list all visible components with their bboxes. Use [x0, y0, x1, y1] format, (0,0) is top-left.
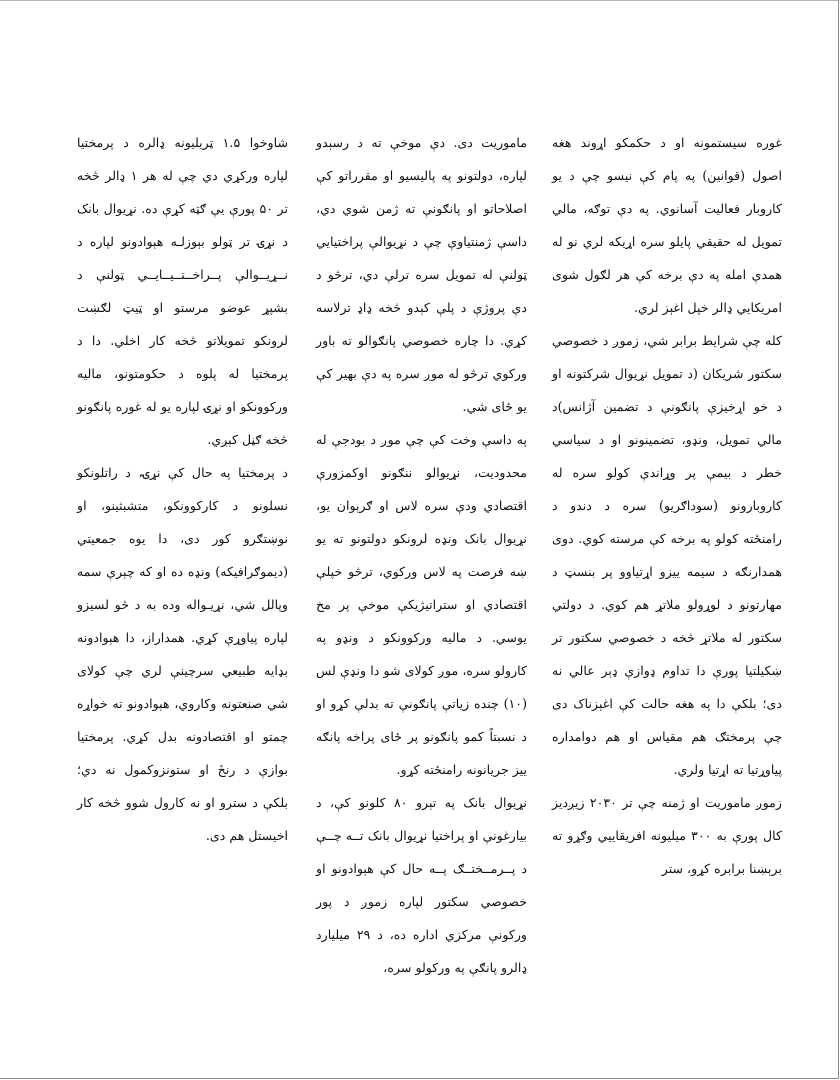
paragraph: غوره سیستمونه او د حکمکو اړوند هغه اصول (قوانین) په پام کې نیسو چې د یو کاروبار فعالیت آسانوي. په دې توګه، مالي تمویل له حقیقي پایلو سره اړیکه لري نو له همدې امله په دې برخه کې هر لګول شوی امریکایي ډالر خپل اغېز لري.: [552, 135, 782, 315]
paragraph: شاوخوا ۱.۵ ټریلیونه ډالره د پرمختیا لپاره ورکړي دي چې له هر ۱ ډالر څخه تر ۵۰ پورې یې ګټه کړې ده. نړیوال بانک د نړۍ تر ټولو بېوزلـه هېوادونو لپاره د نــړیــوالې پــراخــتــیــایــي ټولنې د بشپړ عوضو مرستو او ټیټ لګښت لرونکو تمویلاتو څخه کار اخلي. دا د پرمختیا له پلوه د حکومتونو، مالیه ورکوونکو او نړۍ لپاره یو له غوره پانګونو څخه ګڼل کېږي.: [77, 135, 289, 447]
paragraph: زموږ ماموریت او ژمنه چې تر ۲۰۳۰ زیږدیز کال پورې به ۳۰۰ میلیونه افریقاییي وګړو ته برېښنا برابره کړو، ستر: [552, 795, 783, 876]
text-column-middle: [316, 126, 527, 984]
paragraph: نړیوال بانک په تېرو ۸۰ کلونو کې، د بیارغونې او پراختیا نړیوال بانک تــه چــې د پــرمــختــګ پــه حال کې هېوادونو او خصوصي سکتور لپاره زموږ د پور ورکونې مرکزي اداره ده، د ۲۹ میلیارد ډالرو پانګې په ورکولو سره،: [316, 795, 527, 975]
paragraph: د پرمختیا په حال کې نړۍ، د راتلونکو نسلونو د کارکوونکو، متشبثینو، او نوښتګرو کور دی، دا یوه جمعیتي (دیموګرافیکه) ونډه ده او که چېرې سمه وپالل شي، نړیـواله وده به د څو لسیزو لپاره پیاوړې کړي. همداراز، دا هېوادونه بډایه طبیعي سرچینې لري چې کولای شي صنعتونه وکاروي، هېوادونو ته خواړه چمتو او اقتصادونه بدل کړي. پرمختیا بوازې د رنځ او ستونزوکمول نه دي؛ بلکې د سترو او نه کارول شوو څخه کار اخیستل هم دی.: [77, 465, 288, 843]
paragraph: په داسې وخت کې چې موږ د بودجې له محدودیت، نړیوالو ننګونو اوکمزورې اقتصادي ودې سره لاس او ګرېوان یو، نړیوال بانک ونډه لرونکو دولتونو ته یو ښه فرصت په لاس ورکوي، ترڅو خپلې اقتصادي او ستراتیژیکې موخې پر مخ یوسي. د مالیه ورکوونکو د ونډو په کارولو سره، موږ کولای شو دا ونډې لس (۱۰) چنده زیاتې پانګونې ته بدلې کړو او د نسبتاً کمو پانګونو پر ځای پراخه پانګه ییز جریانونه رامنځته کړو.: [316, 432, 527, 777]
paragraph: کله چې شرایط برابر شي، زموږ د خصوصي سکتور شریکان (د تمویل نړیوال شرکتونه او د خو اړخیزې پانګونې د تضمین آژانس)د مالي تمویل، ونډو، تضمینونو او د سیاسي خطر د بیمې پر وړاندې کولو سره له کاروبارونو (سوداګریو) سره د دندو د رامنځته کولو په برخه کې مرسته کوي. دوی همدارنګه د سیمه ییزو اړتیاوو پر بنسټ د مهارتونو د لوړولو ملاتړ هم کوي. د دولتي سکتور له ملاتړ څخه د خصوصي سکتور تر ښکیلتیا پورې دا تداوم ډوازې ډېر عالي نه دی؛ بلکې دا په هغه حالت کې اغېزناک دی چې پرمختګ هم مقیاس او هم دوامداره پیاوړتیا ته اړتیا ولري.: [552, 333, 782, 777]
text-column-left: [77, 126, 288, 852]
text-column-right: [552, 126, 782, 885]
paragraph: ماموریت دی. دې موخې ته د رسېدو لپاره، دولتونو په پالیسیو او مقرراتو کې اصلاحاتو او پانګونې ته ژمن شوي دي، داسې ژمنتیاوې چې د نړیوالې پراختیایي ټولنې له تمویل سره ترلې دي، ترڅو د دې پروژې د پلې کېدو څخه ډاډ ترلاسه کړي. دا چاره خصوصي پانګوالو ته باور ورکوي ترڅو له موږ سره په دې بهیر کې یو ځای شي.: [316, 135, 527, 414]
